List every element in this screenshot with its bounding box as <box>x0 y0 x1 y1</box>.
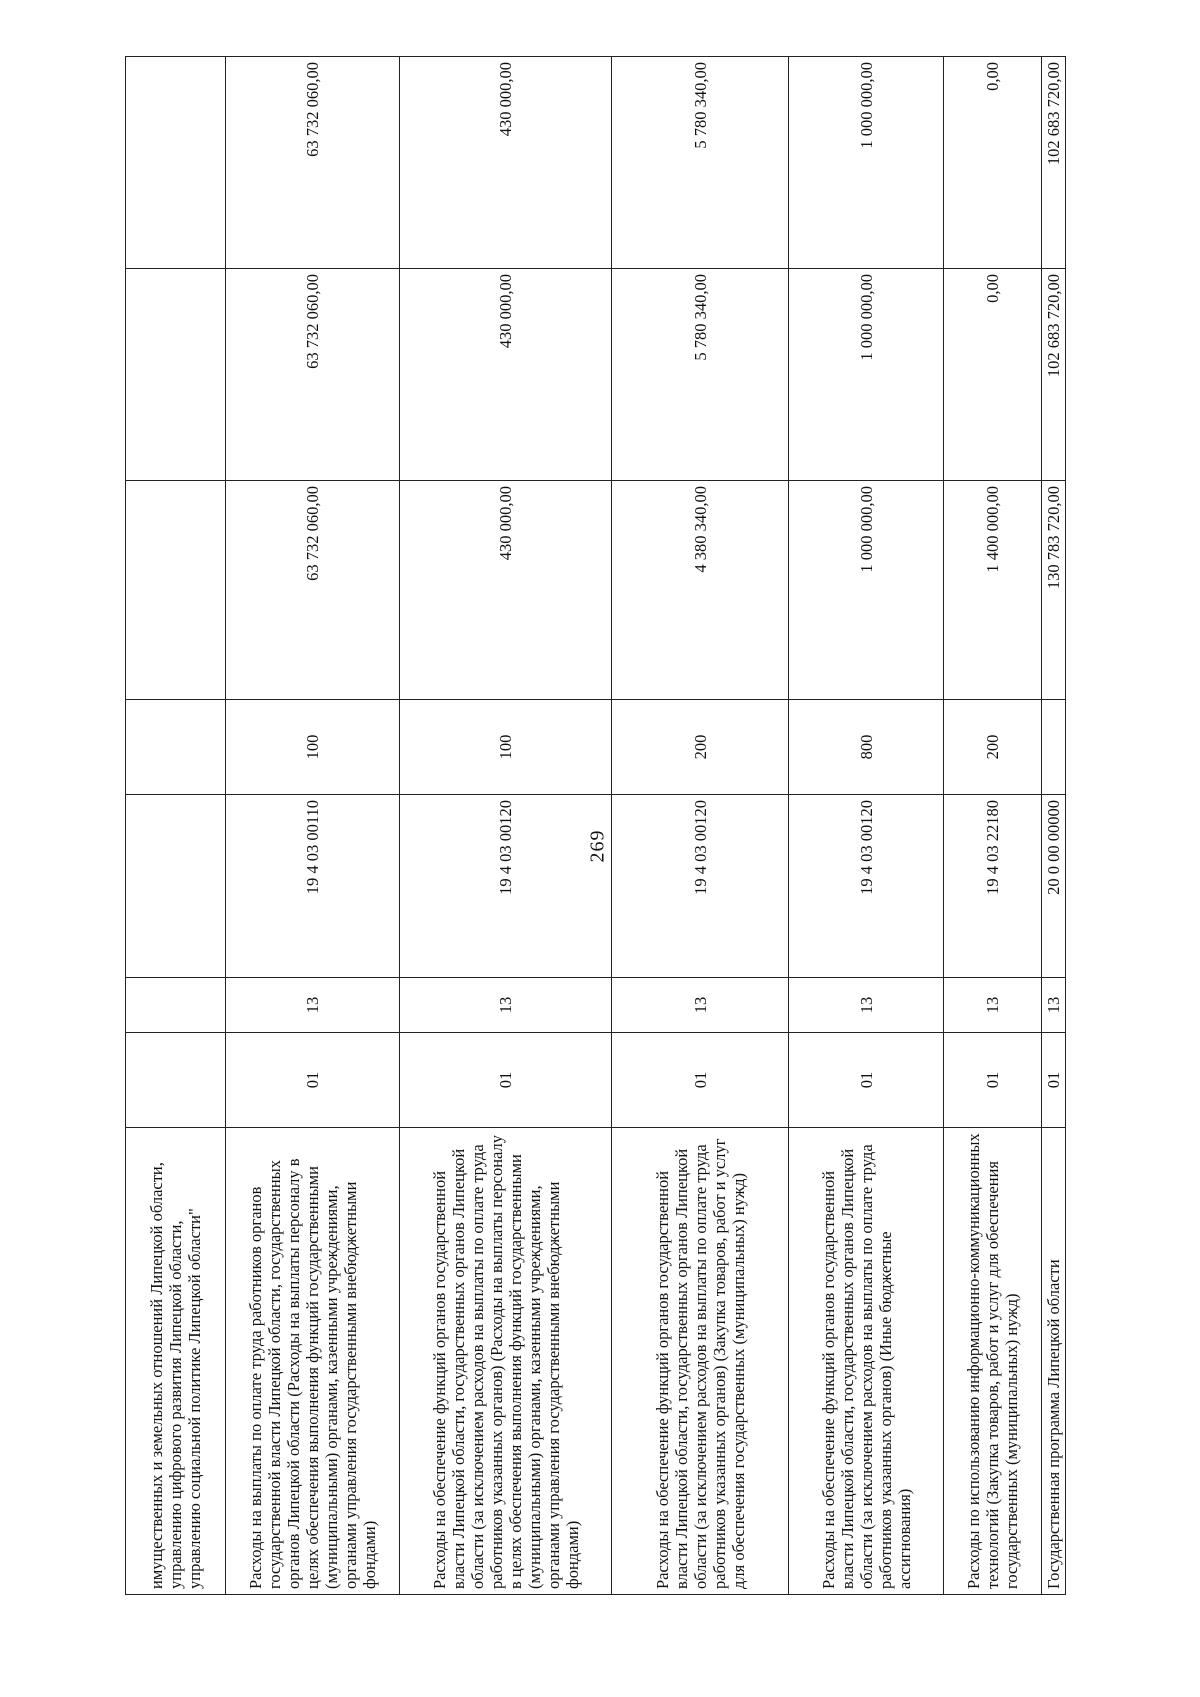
target-article: 19 4 03 00120 <box>400 795 612 978</box>
amount-3: 5 780 340,00 <box>612 57 789 269</box>
subsection-code: 13 <box>1042 978 1066 1033</box>
subsection-code: 13 <box>226 978 400 1033</box>
section-code: 01 <box>612 1033 789 1128</box>
table-row <box>612 57 789 1595</box>
section-code: 01 <box>400 1033 612 1128</box>
amount-3: 0,00 <box>944 57 1042 269</box>
section-code: 01 <box>1042 1033 1066 1128</box>
table-row <box>400 57 612 1595</box>
table-row <box>789 57 944 1595</box>
amount-1: 4 380 340,00 <box>612 481 789 700</box>
section-code <box>126 1033 226 1128</box>
amount-1: 1 000 000,00 <box>789 481 944 700</box>
table-row <box>944 57 1042 1595</box>
target-article <box>126 795 226 978</box>
subsection-code: 13 <box>400 978 612 1033</box>
amount-1: 130 783 720,00 <box>1042 481 1066 700</box>
budget-table <box>125 56 1066 1595</box>
amount-2: 430 000,00 <box>400 269 612 481</box>
row-description: Расходы на выплаты по оплате труда работников органов государственной власти Липецкой области, государственных органов Липецкой области (Расходы на выплаты персоналу в целях обеспечения выполнения функций государственными (муниципальными) органами, казенными учреждениями, органами управления государственными внебюджетными фондами) <box>226 1128 400 1595</box>
subsection-code: 13 <box>789 978 944 1033</box>
amount-1: 63 732 060,00 <box>226 481 400 700</box>
amount-2: 1 000 000,00 <box>789 269 944 481</box>
row-description: Расходы по использованию информационно-коммуникационных технологий (Закупка товаров, работ и услуг для обеспечения государственных (муниципальных) нужд) <box>944 1128 1042 1595</box>
expense-type: 200 <box>612 700 789 795</box>
target-article: 19 4 03 00120 <box>789 795 944 978</box>
subsection-code <box>126 978 226 1033</box>
amount-3: 1 000 000,00 <box>789 57 944 269</box>
amount-2: 102 683 720,00 <box>1042 269 1066 481</box>
amount-3: 63 732 060,00 <box>226 57 400 269</box>
subsection-code: 13 <box>612 978 789 1033</box>
section-code: 01 <box>789 1033 944 1128</box>
amount-3: 430 000,00 <box>400 57 612 269</box>
table-row <box>126 57 226 1595</box>
rotated-table-container <box>125 57 1200 1595</box>
amount-2 <box>126 269 226 481</box>
amount-1 <box>126 481 226 700</box>
amount-2: 0,00 <box>944 269 1042 481</box>
target-article: 19 4 03 00120 <box>612 795 789 978</box>
page-number: 269 <box>586 829 609 863</box>
expense-type: 100 <box>226 700 400 795</box>
row-description: имущественных и земельных отношений Липецкой области, управлению цифрового развития Липецкой области, управлению социальной политике Липецкой области" <box>126 1128 226 1595</box>
expense-type: 800 <box>789 700 944 795</box>
expense-type <box>1042 700 1066 795</box>
row-description: Расходы на обеспечение функций органов государственной власти Липецкой области, государственных органов Липецкой области (за исключением расходов на выплаты по оплате труда работников указанных органов) (Иные бюджетные ассигнования) <box>789 1128 944 1595</box>
subsection-code: 13 <box>944 978 1042 1033</box>
amount-3 <box>126 57 226 269</box>
table-row <box>1042 57 1066 1595</box>
expense-type <box>126 700 226 795</box>
target-article: 19 4 03 22180 <box>944 795 1042 978</box>
row-description: Расходы на обеспечение функций органов государственной власти Липецкой области, государственных органов Липецкой области (за исключением расходов на выплаты по оплате труда работников указанных органов) (Закупка товаров, работ и услуг для обеспечения государственных (муниципальных) нужд) <box>612 1128 789 1595</box>
target-article: 19 4 03 00110 <box>226 795 400 978</box>
row-description: Государственная программа Липецкой области <box>1042 1128 1066 1595</box>
row-description: Расходы на обеспечение функций органов государственной власти Липецкой области, государственных органов Липецкой области (за исключением расходов на выплаты по оплате труда работников указанных органов) (Расходы на выплаты персоналу в целях обеспечения выполнения функций государственными (муниципальными) органами, казенными учреждениями, органами управления государственными внебюджетными фондами) <box>400 1128 612 1595</box>
section-code: 01 <box>226 1033 400 1128</box>
amount-1: 430 000,00 <box>400 481 612 700</box>
amount-3: 102 683 720,00 <box>1042 57 1066 269</box>
amount-1: 1 400 000,00 <box>944 481 1042 700</box>
expense-type: 100 <box>400 700 612 795</box>
section-code: 01 <box>944 1033 1042 1128</box>
target-article: 20 0 00 00000 <box>1042 795 1066 978</box>
amount-2: 63 732 060,00 <box>226 269 400 481</box>
expense-type: 200 <box>944 700 1042 795</box>
table-row <box>226 57 400 1595</box>
amount-2: 5 780 340,00 <box>612 269 789 481</box>
table-wrapper <box>125 57 1200 1595</box>
